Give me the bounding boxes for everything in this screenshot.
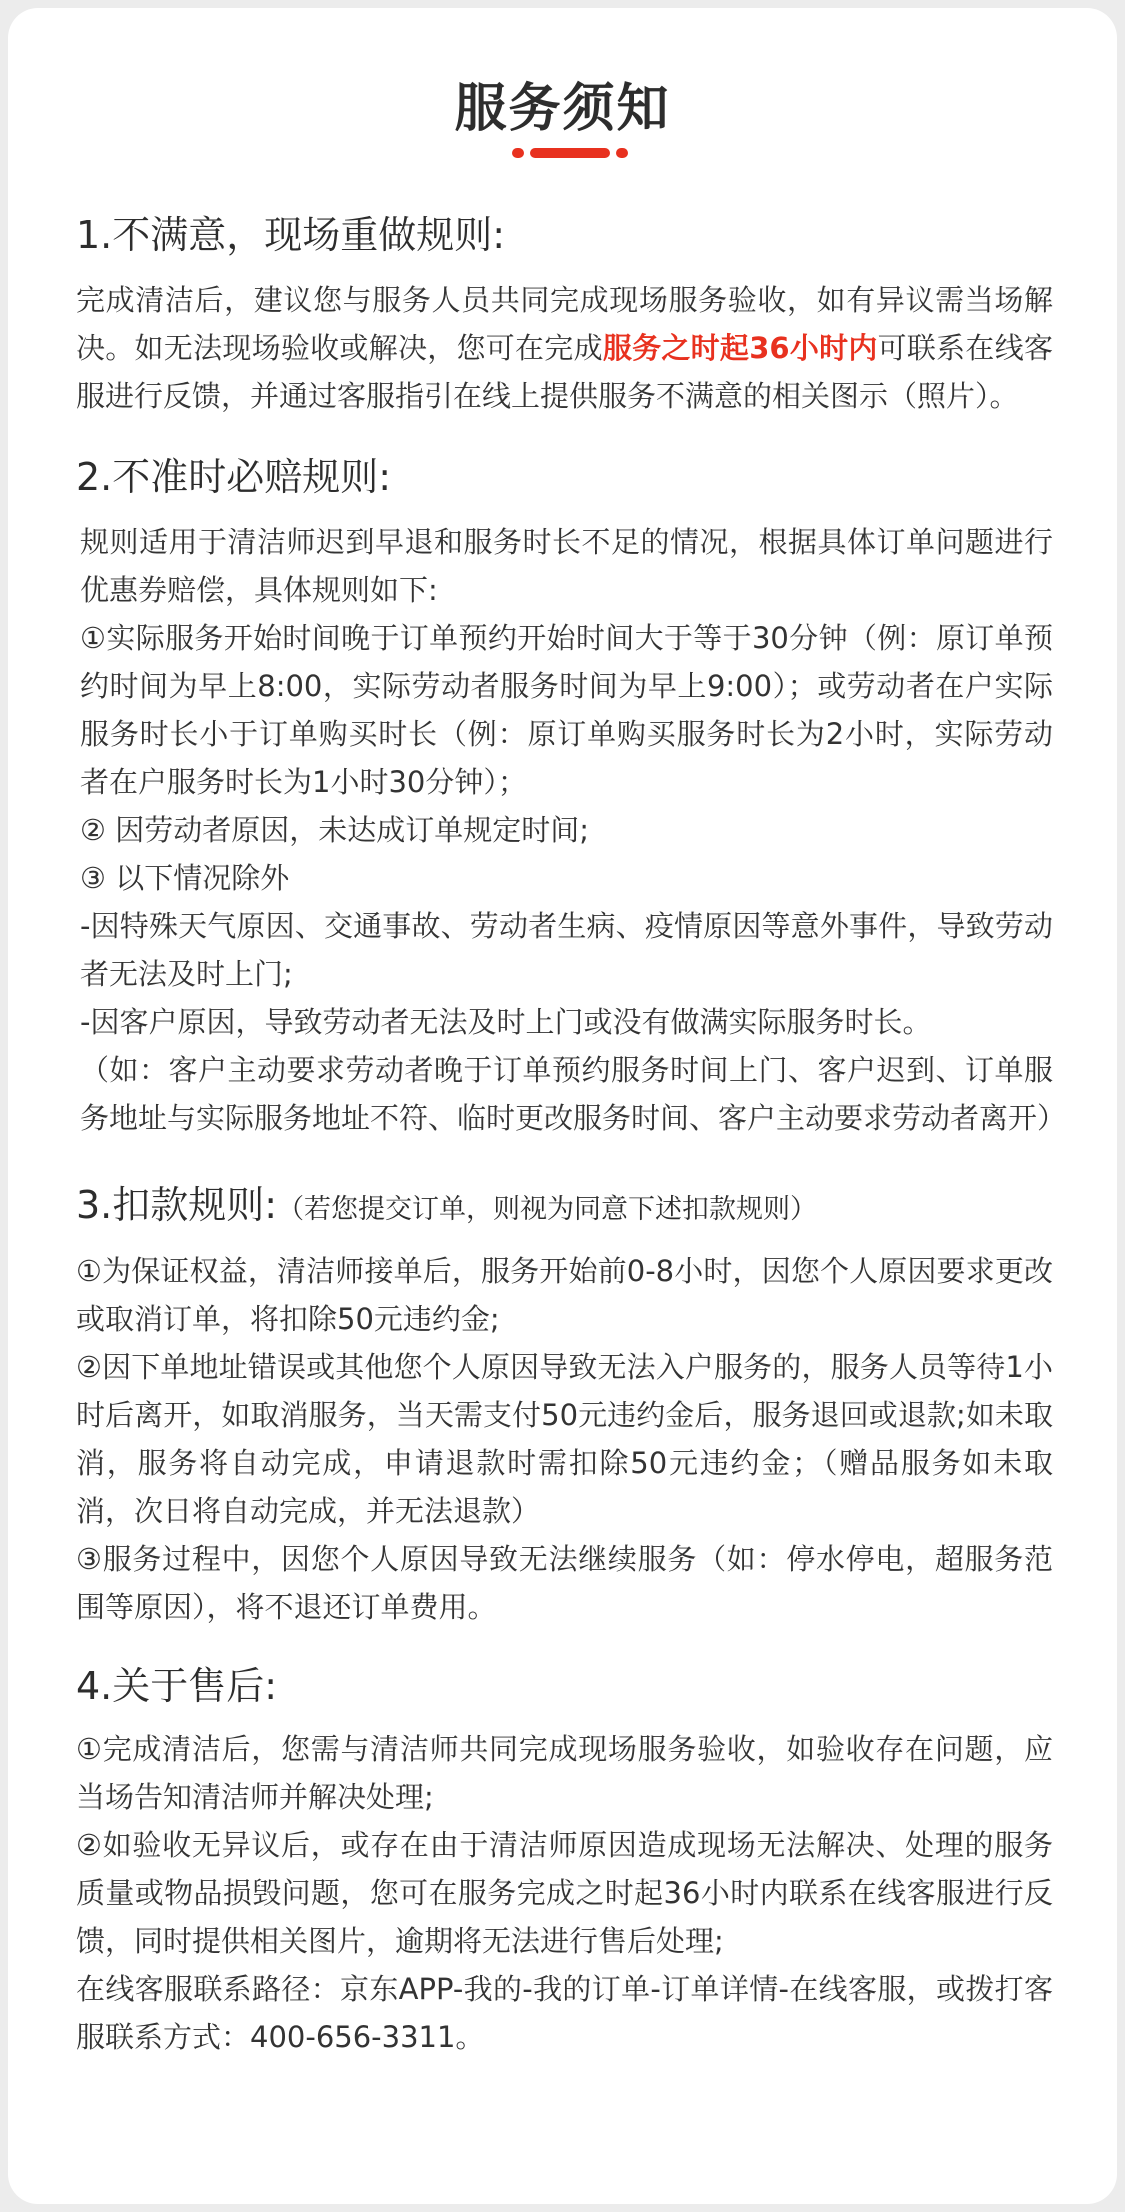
underline-bar bbox=[530, 148, 610, 158]
section-paragraph bbox=[76, 276, 1053, 420]
section-paragraph: -因特殊天气原因、交通事故、劳动者生病、疫情原因等意外事件，导致劳动者无法及时上门; bbox=[80, 909, 1053, 991]
underline-dot-left bbox=[512, 148, 524, 158]
section-punctuality-rules bbox=[76, 450, 1067, 1142]
section-paragraph: ②如验收无异议后，或存在由于清洁师原因造成现场无法解决、处理的服务质量或物品损毁问题，您可在服务完成之时起36小时内联系在线客服进行反馈，同时提供相关图片，逾期将无法进行售后处理; bbox=[76, 1828, 1053, 1958]
paragraph-text: 可联系在线客服进行反馈，并通过客服指引在线上提供服务不满意的相关图示（照片）。 bbox=[76, 331, 1053, 413]
section-paragraph: （如：客户主动要求劳动者晚于订单预约服务时间上门、客户迟到、订单服务地址与实际服务地址不符、临时更改服务时间、客户主动要求劳动者离开） bbox=[80, 1053, 1067, 1135]
section-heading: 2.不准时必赔规则: bbox=[76, 455, 392, 499]
section-heading bbox=[76, 1178, 1053, 1237]
section-redo-rules bbox=[76, 208, 1053, 420]
highlight-time-limit: 服务之时起36小时内 bbox=[602, 331, 878, 365]
title-underline-decoration bbox=[512, 148, 628, 158]
section-paragraph: 在线客服联系路径：京东APP-我的-我的订单-订单详情-在线客服，或拨打客服联系方式：400-656-3311。 bbox=[76, 1972, 1053, 2054]
section-paragraph: ③服务过程中，因您个人原因导致无法继续服务（如：停水停电，超服务范围等原因），将不退还订单费用。 bbox=[76, 1542, 1053, 1624]
section-heading: 1.不满意，现场重做规则: bbox=[76, 213, 506, 257]
notice-card bbox=[8, 8, 1117, 2204]
section-paragraph: ② 因劳动者原因，未达成订单规定时间; bbox=[80, 813, 589, 847]
section-paragraph: -因客户原因，导致劳动者无法及时上门或没有做满实际服务时长。 bbox=[80, 1005, 932, 1039]
heading-note: （若您提交订单，则视为同意下述扣款规则） bbox=[277, 1194, 818, 1225]
underline-dot-right bbox=[616, 148, 628, 158]
section-heading: 4.关于售后: bbox=[76, 1664, 278, 1708]
section-after-sales bbox=[76, 1659, 1053, 2061]
section-paragraph: ①完成清洁后，您需与清洁师共同完成现场服务验收，如验收存在问题，应当场告知清洁师并解决处理; bbox=[76, 1732, 1053, 1814]
page-title: 服务须知 bbox=[454, 79, 671, 139]
section-paragraph: ③ 以下情况除外 bbox=[80, 861, 290, 895]
section-paragraph: ①为保证权益，清洁师接单后，服务开始前0-8小时，因您个人原因要求更改或取消订单，将扣除50元违约金; bbox=[76, 1254, 1053, 1336]
notice-content bbox=[76, 208, 1067, 2061]
paragraph-text: 完成清洁后，建议您与服务人员共同完成现场服务验收，如有异议需当场解决。如无法现场验收或解决，您可在完成 bbox=[76, 283, 1053, 365]
section-paragraph: ①实际服务开始时间晚于订单预约开始时间大于等于30分钟（例：原订单预约时间为早上8:00，实际劳动者服务时间为早上9:00）；或劳动者在户实际服务时长小于订单购买时长（例：原订单购买服务时长为2小时，实际劳动者在户服务时长为1小时30分钟）； bbox=[80, 621, 1053, 799]
section-paragraph: 规则适用于清洁师迟到早退和服务时长不足的情况，根据具体订单问题进行优惠券赔偿，具体规则如下: bbox=[80, 525, 1053, 607]
heading-text: 3.扣款规则: bbox=[76, 1183, 278, 1227]
section-paragraph: ②因下单地址错误或其他您个人原因导致无法入户服务的，服务人员等待1小时后离开，如取消服务，当天需支付50元违约金后，服务退回或退款;如未取消，服务将自动完成，申请退款时需扣除50元违约金；（赠品服务如未取消，次日将自动完成，并无法退款） bbox=[76, 1350, 1053, 1528]
section-deduction-rules bbox=[76, 1178, 1053, 1631]
